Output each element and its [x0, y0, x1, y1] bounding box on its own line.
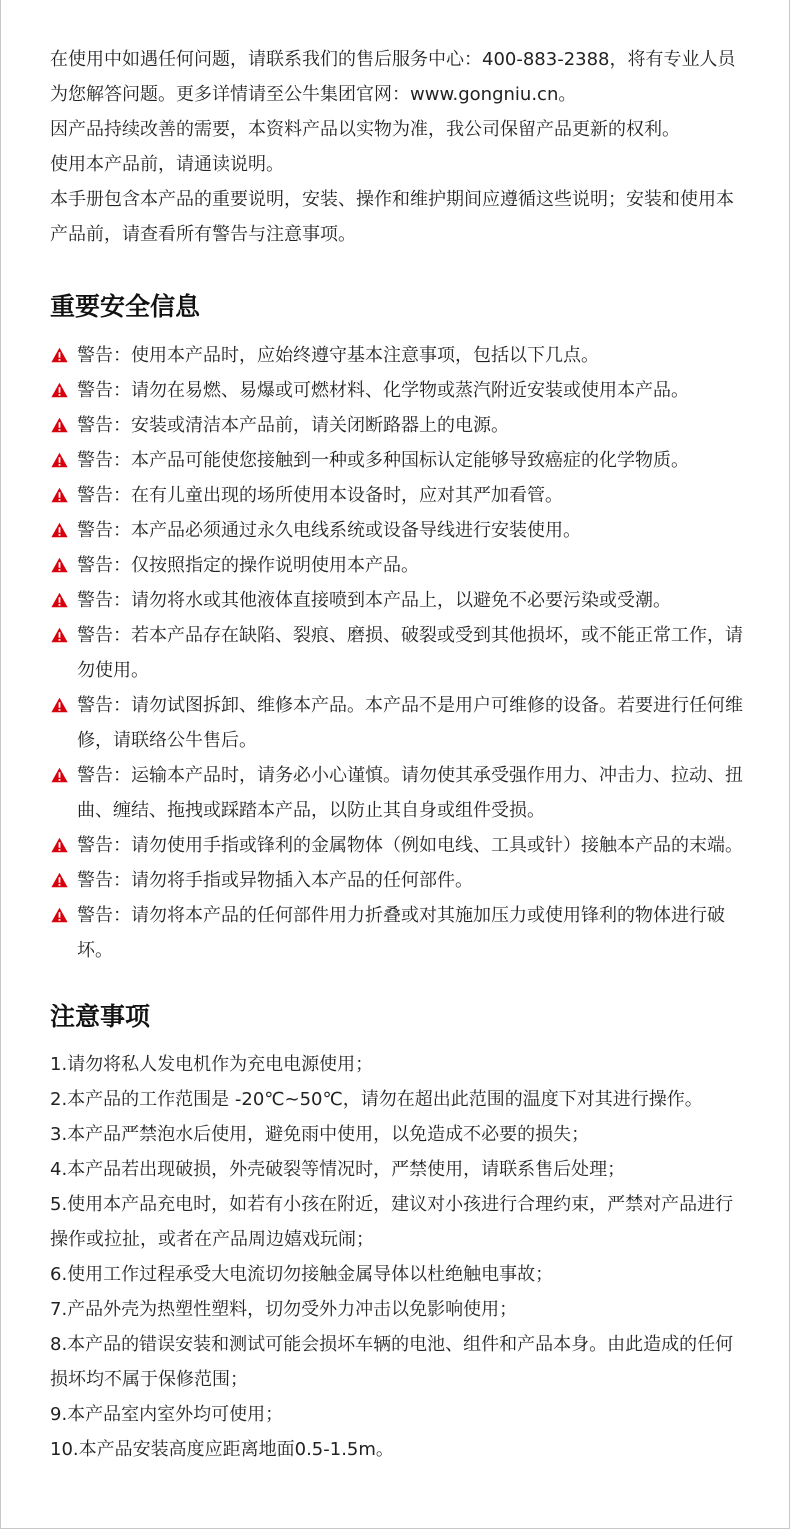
warning-triangle-icon — [51, 592, 68, 608]
warning-text: 警告：本产品可能使您接触到一种或多种国标认定能够导致癌症的化学物质。 — [77, 450, 689, 471]
warning-item — [50, 898, 743, 968]
warning-triangle-icon — [51, 382, 68, 398]
warning-item — [50, 478, 743, 513]
warning-triangle-icon — [51, 697, 68, 713]
warning-text: 警告：在有儿童出现的场所使用本设备时，应对其严加看管。 — [77, 485, 563, 506]
warning-triangle-icon — [51, 872, 68, 888]
notes-list — [50, 1047, 743, 1467]
warning-text: 警告：若本产品存在缺陷、裂痕、磨损、破裂或受到其他损坏，或不能正常工作，请勿使用。 — [77, 625, 743, 681]
intro-paragraph-service: 在使用中如遇任何问题，请联系我们的售后服务中心：400-883-2388，将有专业人员为您解答问题。更多详情请至公牛集团官网：www.gongniu.cn。 — [50, 49, 736, 105]
note-item: 10.本产品安装高度应距离地面0.5-1.5m。 — [50, 1439, 394, 1460]
warning-triangle-icon — [51, 767, 68, 783]
warning-item — [50, 618, 743, 688]
warning-text: 警告：请勿使用手指或锋利的金属物体（例如电线、工具或针）接触本产品的末端。 — [77, 835, 743, 856]
warning-item — [50, 338, 743, 373]
warning-item — [50, 548, 743, 583]
warning-triangle-icon — [51, 347, 68, 363]
note-item: 4.本产品若出现破损，外壳破裂等情况时，严禁使用，请联系售后处理； — [50, 1159, 626, 1180]
warning-item — [50, 758, 743, 828]
warning-item — [50, 688, 743, 758]
warning-text: 警告：仅按照指定的操作说明使用本产品。 — [77, 555, 419, 576]
warning-text: 警告：请勿将本产品的任何部件用力折叠或对其施加压力或使用锋利的物体进行破坏。 — [77, 905, 725, 961]
warning-text: 警告：请勿将水或其他液体直接喷到本产品上，以避免不必要污染或受潮。 — [77, 590, 671, 611]
intro-paragraph-update: 因产品持续改善的需要，本资料产品以实物为准，我公司保留产品更新的权利。 — [50, 119, 680, 140]
note-item: 7.产品外壳为热塑性塑料，切勿受外力冲击以免影响使用； — [50, 1299, 518, 1320]
warning-triangle-icon — [51, 417, 68, 433]
warning-triangle-icon — [51, 837, 68, 853]
warning-item — [50, 583, 743, 618]
note-item: 2.本产品的工作范围是 -20℃~50℃，请勿在超出此范围的温度下对其进行操作。 — [50, 1089, 703, 1110]
warning-text: 警告：运输本产品时，请务必小心谨慎。请勿使其承受强作用力、冲击力、拉动、扭曲、缠结、拖拽或踩踏本产品，以防止其自身或组件受损。 — [77, 765, 743, 821]
warnings-list — [50, 338, 743, 968]
notes-section-title: 注意事项 — [50, 1002, 151, 1031]
warning-item — [50, 828, 743, 863]
note-item: 1.请勿将私人发电机作为充电电源使用； — [50, 1054, 374, 1075]
warning-item — [50, 408, 743, 443]
intro-paragraph-read: 使用本产品前，请通读说明。 — [50, 154, 284, 175]
warning-item — [50, 513, 743, 548]
note-item: 8.本产品的错误安装和测试可能会损坏车辆的电池、组件和产品本身。由此造成的任何损坏均不属于保修范围； — [50, 1334, 734, 1390]
warning-triangle-icon — [51, 452, 68, 468]
warning-text: 警告：使用本产品时，应始终遵守基本注意事项，包括以下几点。 — [77, 345, 599, 366]
note-item: 6.使用工作过程承受大电流切勿接触金属导体以杜绝触电事故； — [50, 1264, 554, 1285]
warning-triangle-icon — [51, 487, 68, 503]
intro-paragraph-manual: 本手册包含本产品的重要说明，安装、操作和维护期间应遵循这些说明；安装和使用本产品前，请查看所有警告与注意事项。 — [50, 189, 734, 245]
warning-triangle-icon — [51, 522, 68, 538]
warning-item — [50, 373, 743, 408]
warning-triangle-icon — [51, 557, 68, 573]
safety-section-title: 重要安全信息 — [50, 292, 201, 321]
warning-text: 警告：安装或清洁本产品前，请关闭断路器上的电源。 — [77, 415, 509, 436]
warning-item — [50, 863, 743, 898]
note-item: 9.本产品室内室外均可使用； — [50, 1404, 284, 1425]
warning-triangle-icon — [51, 907, 68, 923]
note-item: 5.使用本产品充电时，如若有小孩在附近，建议对小孩进行合理约束，严禁对产品进行操作或拉扯，或者在产品周边嬉戏玩闹； — [50, 1194, 734, 1250]
note-item: 3.本产品严禁泡水后使用，避免雨中使用，以免造成不必要的损失； — [50, 1124, 590, 1145]
warning-text: 警告：请勿试图拆卸、维修本产品。本产品不是用户可维修的设备。若要进行任何维修，请联络公牛售后。 — [77, 695, 743, 751]
intro-section — [50, 42, 743, 252]
warning-item — [50, 443, 743, 478]
warning-text: 警告：本产品必须通过永久电线系统或设备导线进行安装使用。 — [77, 520, 581, 541]
warning-text: 警告：请勿在易燃、易爆或可燃材料、化学物或蒸汽附近安装或使用本产品。 — [77, 380, 689, 401]
warning-triangle-icon — [51, 627, 68, 643]
warning-text: 警告：请勿将手指或异物插入本产品的任何部件。 — [77, 870, 473, 891]
